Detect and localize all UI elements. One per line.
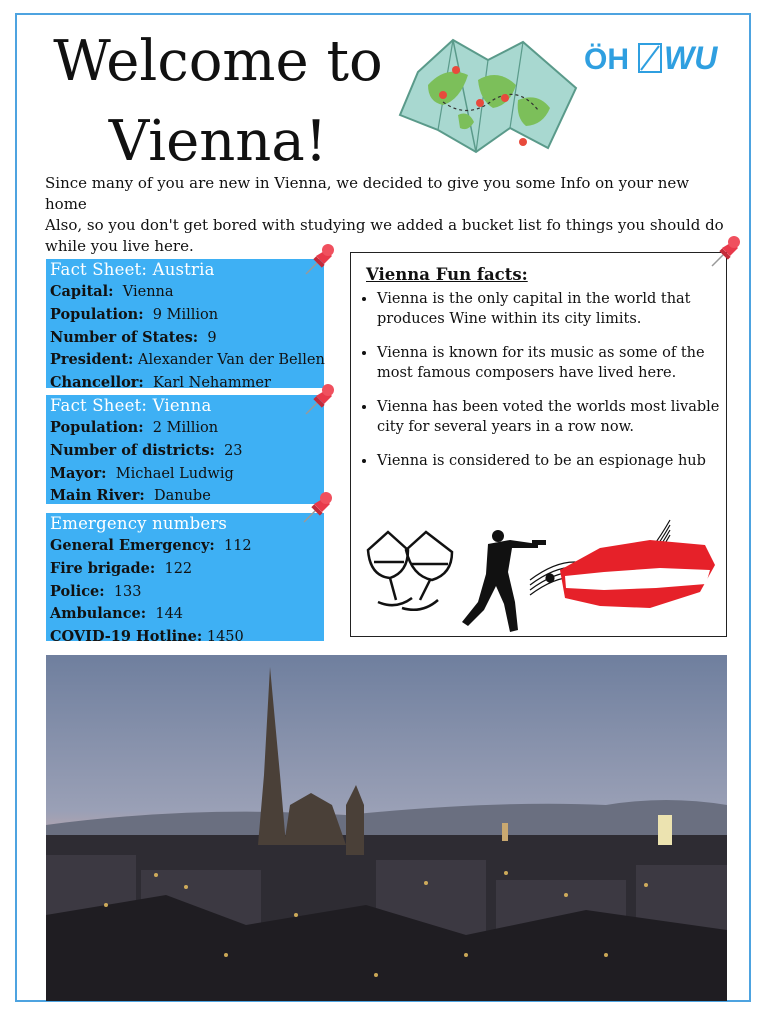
fun-facts-list (357, 289, 727, 485)
emergency-number: 112 (223, 538, 252, 554)
fact-row (50, 304, 320, 327)
pushpin-icon (300, 490, 336, 526)
emergency-row (50, 535, 320, 558)
fact-value: 2 Million (152, 420, 219, 436)
fact-label: Capital: (50, 283, 114, 300)
fun-facts-illustrations (360, 510, 720, 635)
fun-fact-item: • Vienna has been voted the worlds most livable city for several years in a row now. (377, 397, 727, 437)
fact-label: Chancellor: (50, 374, 144, 392)
logo-left-text: ÖH (584, 43, 629, 76)
emergency-row (50, 581, 320, 604)
fact-value: 9 (207, 329, 217, 346)
title-line-1: Welcome to (53, 29, 383, 94)
emergency-label: Ambulance: (50, 605, 147, 623)
oh-wu-logo (584, 34, 734, 80)
emergency-row (50, 603, 320, 626)
fun-fact-item: • Vienna is the only capital in the world that produces Wine within its city limits. (377, 289, 727, 329)
fact-row (50, 327, 320, 350)
intro-line-2: Also, so you don't get bored with studying we added a bucket list fo things you should do (45, 216, 724, 234)
intro-line-1: Since many of you are new in Vienna, we decided to give you some Info on your new home (45, 174, 690, 213)
emergency-label: General Emergency: (50, 537, 215, 554)
fact-sheet-vienna (46, 395, 324, 504)
emergency-number: 122 (164, 560, 193, 577)
fact-label: Population: (50, 419, 144, 436)
emergency-row (50, 558, 320, 581)
logo-right-text: WU (664, 40, 718, 76)
fact-value: 23 (224, 442, 243, 459)
page-title (40, 22, 396, 182)
fun-fact-item: • Vienna is considered to be an espionage hub (377, 451, 727, 471)
emergency-number: 133 (113, 583, 142, 600)
fact-sheet-austria (46, 259, 325, 392)
fact-value: Karl Nehammer (152, 375, 271, 392)
emergency-numbers-title: Emergency numbers (50, 514, 228, 533)
emergency-label: Fire brigade: (50, 559, 156, 577)
wine-glasses-icon (368, 532, 452, 610)
map-icon (398, 30, 580, 155)
fact-row (50, 417, 320, 440)
vienna-skyline-photo (46, 655, 727, 1001)
fact-label: Population: (50, 305, 144, 323)
pushpin-icon (302, 382, 338, 418)
fact-row (50, 463, 320, 486)
intro-paragraph (45, 173, 735, 257)
fact-label: Mayor: (50, 464, 107, 482)
fact-value: 9 Million (152, 306, 219, 323)
emergency-numbers-panel (46, 513, 324, 646)
fact-value: Danube (153, 488, 211, 505)
intro-line-3: while you live here. (45, 237, 194, 255)
fact-value: Alexander Van der Bellen (138, 352, 325, 369)
pushpin-icon (302, 242, 338, 278)
fact-label: President: (50, 351, 134, 369)
fact-row (50, 281, 320, 304)
fact-row (50, 372, 320, 395)
emergency-row (50, 626, 320, 649)
fact-value: Michael Ludwig (115, 465, 234, 482)
austria-flag-map-icon (560, 540, 715, 608)
fun-facts-title: Vienna Fun facts: (366, 265, 528, 284)
emergency-number: 144 (155, 606, 184, 623)
fact-row (50, 349, 325, 372)
fact-sheet-vienna-title: Fact Sheet: Vienna (50, 396, 212, 415)
fact-row (50, 485, 320, 508)
fact-label: Number of States: (50, 328, 199, 346)
emergency-number: 1450 (206, 629, 244, 646)
pushpin-icon (708, 234, 744, 270)
fact-value: Vienna (122, 284, 174, 300)
spy-silhouette-icon (462, 530, 546, 632)
emergency-label: COVID-19 Hotline: (50, 628, 203, 646)
fun-fact-item: • Vienna is known for its music as some of the most famous composers have lived here. (377, 343, 727, 383)
title-line-2: Vienna! (108, 109, 328, 174)
fact-row (50, 440, 320, 463)
fact-sheet-austria-title: Fact Sheet: Austria (50, 260, 215, 279)
emergency-label: Police: (50, 582, 105, 600)
fact-label: Main River: (50, 487, 145, 505)
fact-label: Number of districts: (50, 441, 215, 459)
